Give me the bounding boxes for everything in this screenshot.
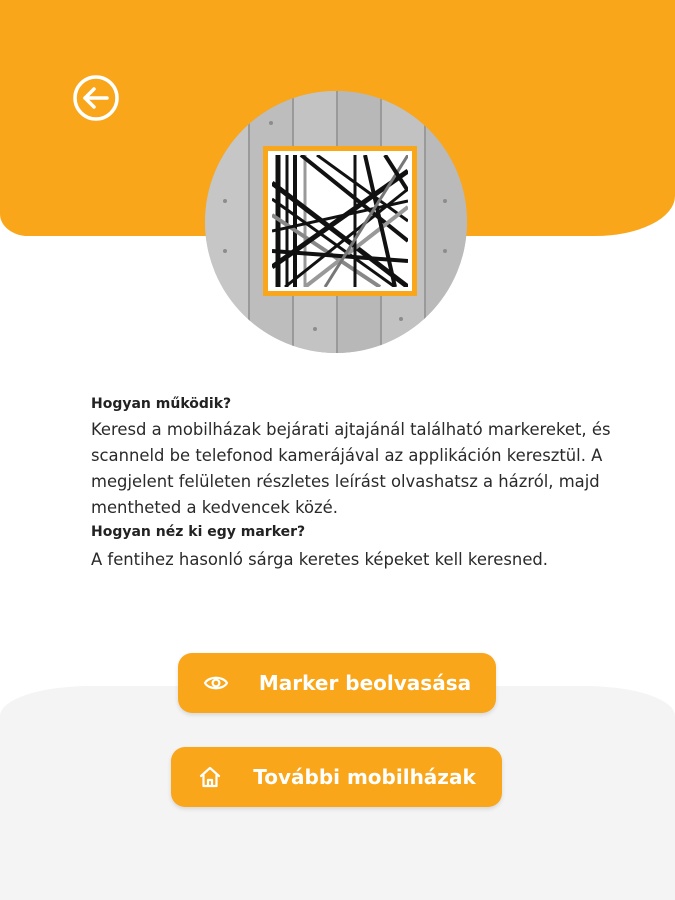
- more-mobile-homes-label: További mobilházak: [253, 765, 476, 789]
- scan-marker-button[interactable]: [178, 653, 496, 713]
- back-button[interactable]: [72, 74, 120, 122]
- scan-marker-label: Marker beolvasása: [258, 671, 472, 695]
- marker-illustration: [205, 91, 467, 353]
- eye-icon: [203, 670, 229, 696]
- more-mobile-homes-button[interactable]: [171, 747, 502, 807]
- what-marker-title: Hogyan néz ki egy marker?: [91, 524, 306, 540]
- how-it-works-title: Hogyan működik?: [91, 396, 232, 412]
- home-icon: [197, 764, 223, 790]
- how-it-works-text: Keresd a mobilházak bejárati ajtajánál található markereket, és scanneld be telefonod kamerájával az applikáción keresztül. A megjelent felületen részletes leírást olvashatsz a házról, majd mentheted a kedvencek közé.: [91, 420, 611, 517]
- what-marker-text: A fentihez hasonló sárga keretes képeket kell keresned.: [91, 550, 549, 569]
- info-section: [91, 395, 611, 573]
- arrow-left-circle-icon: [72, 74, 120, 122]
